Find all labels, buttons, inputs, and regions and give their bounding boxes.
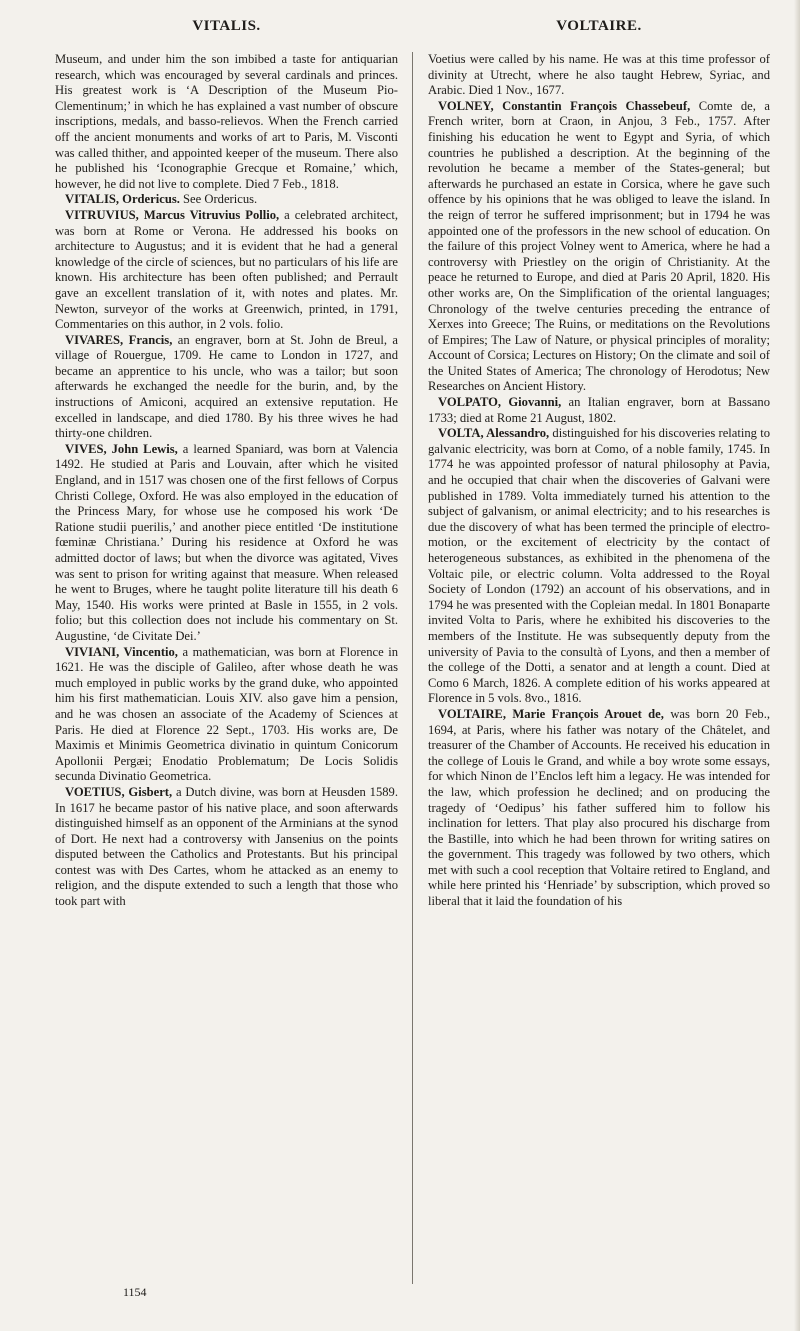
entry-text: an Italian engraver, born at Bassano 1733; died at Rome 21 August, 1802. <box>428 395 770 425</box>
entry-voltaire <box>428 707 770 910</box>
right-column <box>428 52 770 910</box>
entry-vivares <box>55 333 398 442</box>
entry-voetius <box>55 785 398 910</box>
running-head-left: VITALIS. <box>192 18 261 34</box>
entry-text: a celebrated architect, was born at Rome or Verona. He addressed his books on architecture to Augustus; and it is evident that he had a general knowledge of the circle of sciences, but no particulars of his life are known. His architecture has been often published; and Perrault gave an excellent translation of it, with notes and plates. Mr. Newton, surveyor of the works at Greenwich, printed, in 1791, Commentaries on this author, in 2 vols. folio. <box>55 207 398 332</box>
entry-headword: VIVES, John Lewis, <box>65 441 178 456</box>
entry-headword: VOLNEY, Constantin François Chassebeuf, <box>438 98 691 113</box>
entry-vives <box>55 442 398 645</box>
entry-headword: VITRUVIUS, Marcus Vitruvius Pollio, <box>65 207 280 222</box>
entry-headword: VITALIS, Ordericus. <box>65 192 180 207</box>
entry-text: a mathematician, was born at Florence in 1621. He was the disciple of Galileo, after whose death he was much employed in public works by the grand duke, who appointed him his first mathematician. Louis XIV. also gave him a pension, and he was chosen an associate of the Academy of Sciences at Paris. He died at Florence 22 Sept., 1703. His works are, De Maximis et Minimis Geometrica divinatio in quintum Conicorum Apollonii Pergæi; Enodatio Problematum; De Locis Solidis secunda Divinatio Geometrica. <box>55 644 398 784</box>
entry-text: Comte de, a French writer, born at Craon, in Anjou, 3 Feb., 1757. After finishing his education he went to Egypt and Syria, of which countries he published a description. At the beginning of the revolution he became a member of the States-general; but afterwards he purchased an estate in Corsica, where he gave such offence by his opinions that he was obliged to leave the island. In the reign of terror he suffered imprisonment; but in 1794 he was appointed one of the professors in the new school of education. On the failure of this project Volney went to America, where he had a controversy with Priestley on the origin of Christianity. At the peace he returned to Europe, and died at Paris 20 April, 1820. His other works are, On the Simplification of the oriental languages; Chronology of the twelve centuries preceding the entrance of Xerxes into Greece; The Ruins, or meditations on the Revolutions of Empires; The Law of Nature, or physical principles of morality; Account of Corsica; Lectures on History; On the climate and soil of the United States of America; The chronology of Herodotus; New Researches on Ancient History. <box>428 98 770 394</box>
running-head-right: VOLTAIRE. <box>556 18 642 34</box>
entry-headword: VOLPATO, Giovanni, <box>438 395 562 410</box>
entry-text: was born 20 Feb., 1694, at Paris, where his father was notary of the Châtelet, and treasurer of the Chamber of Accounts. He received his education in the college of Louis le Grand, and while a boy wrote some essays, for which Ninon de l’Enclos left him a legacy. He was intended for the law, which profession he declined; and on producing the tragedy of ‘Oedipus’ his father suffered him to follow his inclination for letters. That play also procured his discharge from the Bastille, into which he had been thrown for writing satires on the government. This tragedy was followed by two others, which met with such a cool reception that Voltaire retired to England, and while here printed his ‘Henriade’ by subscription, which proved so liberal that it laid the foundation of his <box>428 706 771 909</box>
entry-headword: VOETIUS, Gisbert, <box>65 784 173 799</box>
entry-text: a Dutch divine, was born at Heusden 1589. In 1617 he became pastor of his native place, and soon afterwards distinguished himself as an opponent of the Arminians at the synod of Dort. He next had a controversy with Jansenius on the points disputed between the Catholics and Protestants. But his principal contest was with Des Cartes, whom he attacked as an enemy to religion, and the dispute extended to such a length that those who took part with <box>55 784 398 909</box>
continued-paragraph: Voetius were called by his name. He was at this time professor of divinity at Utrecht, where he also taught Hebrew, Syriac, and Arabic. Died 1 Nov., 1677. <box>428 52 770 98</box>
column-divider <box>412 52 413 1284</box>
entry-headword: VIVARES, Francis, <box>65 332 173 347</box>
entry-text: an engraver, born at St. John de Breul, a village of Rouergue, 1709. He came to London in 1727, and became an apprentice to his uncle, who was a tailor; but soon afterwards he exchanged the needle for the burin, and, by the instructions of Amiconi, acquired an extensive reputation. He excelled in landscape, and died 1780. By his three wives he had thirty-one children. <box>55 332 398 441</box>
entry-headword: VOLTA, Alessandro, <box>438 426 550 441</box>
entry-headword: VOLTAIRE, Marie François Arouet de, <box>438 706 664 721</box>
entry-headword: VIVIANI, Vincentio, <box>65 644 178 659</box>
entry-volta <box>428 426 770 707</box>
page-number: 1154 <box>123 1285 147 1299</box>
entry-vitalis <box>55 192 398 208</box>
left-column <box>55 52 398 910</box>
entry-vitruvius <box>55 208 398 333</box>
entry-viviani <box>55 645 398 785</box>
entry-text: See Ordericus. <box>179 192 258 207</box>
entry-text: a learned Spaniard, was born at Valencia 1492. He studied at Paris and Louvain, after which he visited England, and in 1517 was chosen one of the first fellows of Corpus Christi College, Oxford. He was also employed in the education of the Princess Mary, for whose use he composed his work ‘De Ratione studii puerilis,’ and another piece entitled ‘De institutione fœminæ Christiana.’ During his residence at Oxford he was admitted doctor of laws; but when the divorce was agitated, Vives was sent to prison for writing against that measure. When released he went to Bruges, where he taught polite literature till his death 6 May, 1540. His works were printed at Basle in 1555, in 2 vols. folio; but this collection does not include his commentary on St. Augustine, ‘de Civitate Dei.’ <box>55 441 398 643</box>
entry-volpato <box>428 395 770 426</box>
entry-volney <box>428 99 770 395</box>
entry-text: distinguished for his discoveries relating to galvanic electricity, was born at Como, of a noble family, 1745. In 1774 he was appointed professor of natural philosophy at Pavia, and he occupied that chair when the discoveries of Galvani were published in 1789. Volta immediately turned his attention to the subject of galvanism, or animal electricity; and to his researches is due the discovery of what has been termed the principle of electro-motion, or the excitement of electricity by the contact of heterogeneous substances, as exhibited in the phenomena of the Voltaic pile, or electric column. Volta addressed to the Royal Society of London (1792) an account of his observations, and in 1794 he was presented with the Copleian medal. In 1801 Bonaparte invited Volta to Paris, where he exhibited his discoveries to the members of the Institute. He was subsequently deputy from the university of Pavia to the consultà of Lyons, and then a member of the college of the Dotti, a senator and at length a count. Died at Como 6 March, 1826. A complete edition of his works appeared at Florence in 5 vols. 8vo., 1816. <box>428 426 770 706</box>
continued-paragraph: Museum, and under him the son imbibed a taste for antiquarian research, which was encouraged by several cardinals and princes. His greatest work is ‘A Description of the Museum Pio-Clementinum;’ in which he has explained a vast number of obscure inscriptions, medals, and basso-relievos. When the French carried off the ancient monuments and works of art to Paris, M. Visconti was called thither, and appointed keeper of the museum. There also he published his ‘Iconographie Grecque et Romaine,’ which, however, he did not live to complete. Died 7 Feb., 1818. <box>55 52 398 191</box>
page-edge-shadow <box>794 0 800 1331</box>
